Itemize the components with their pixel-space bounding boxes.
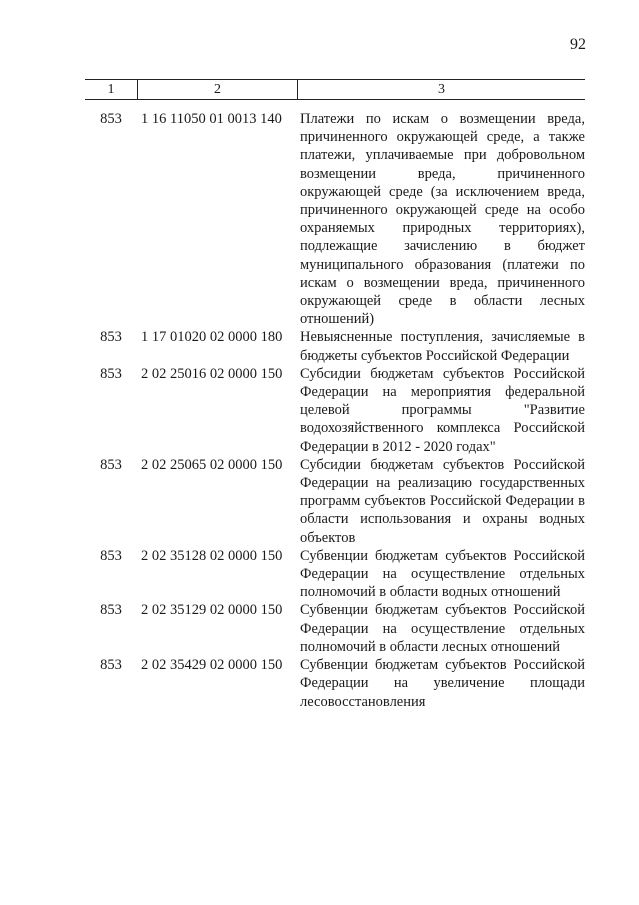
table-row [85,456,585,547]
admin-code: 853 [100,111,122,127]
budget-classification-code: 2 02 35129 02 0000 150 [141,602,283,619]
header-col-2: 2 [138,80,298,99]
admin-code: 853 [100,456,122,473]
table-header [85,79,585,100]
budget-classification-code: 2 02 35128 02 0000 150 [141,547,283,564]
page-number: 92 [570,36,586,53]
income-description: Субвенции бюджетам субъектов Российской Федерации на осуществление отдельных полномочий в области лесных отношений [300,602,585,655]
income-description: Субвенции бюджетам субъектов Российской Федерации на увеличение площади лесовосстановления [300,657,585,710]
admin-code: 853 [100,547,122,564]
budget-classification-code: 2 02 25016 02 0000 150 [141,365,283,382]
admin-code: 853 [100,657,122,674]
table-row [85,601,585,656]
budget-classification-code: 2 02 35429 02 0000 150 [141,657,283,674]
table-row [85,656,585,711]
header-col-3: 3 [438,82,445,97]
income-description: Субсидии бюджетам субъектов Российской Федерации на реализацию государственных программ субъектов Российской Федерации в области использования и охраны водных объектов [300,456,585,546]
income-description: Платежи по искам о возмещении вреда, причиненного окружающей среде, а также платежи, уплачиваемые при добровольном возмещении вреда, причиненного окружающей среде (за исключением вреда, причиненного окружающей среде на особо охраняемых природных территориях), подлежащие зачислению в бюджет муниципального образования (платежи по искам о возмещении вреда, причиненного окружающей среде в области лесных отношений) [300,111,585,328]
budget-classification-code: 1 17 01020 02 0000 180 [141,329,283,346]
header-col-1: 1 [85,80,138,99]
admin-code: 853 [100,602,122,619]
income-description: Субвенции бюджетам субъектов Российской Федерации на осуществление отдельных полномочий в области водных отношений [300,547,585,601]
admin-code: 853 [100,365,122,382]
income-description: Невыясненные поступления, зачисляемые в бюджеты субъектов Российской Федерации [300,329,585,364]
table-row [85,365,585,456]
income-description: Субсидии бюджетам субъектов Российской Федерации на мероприятия федеральной целевой программы "Развитие водохозяйственного комплекса Российской Федерации в 2012 - 2020 годах" [300,365,585,455]
table-body [85,110,585,711]
table-row [85,110,585,328]
table-row [85,547,585,602]
budget-classification-code: 1 16 11050 01 0013 140 [141,111,282,127]
table-row [85,328,585,364]
admin-code: 853 [100,329,122,346]
budget-classification-code: 2 02 25065 02 0000 150 [141,456,283,473]
